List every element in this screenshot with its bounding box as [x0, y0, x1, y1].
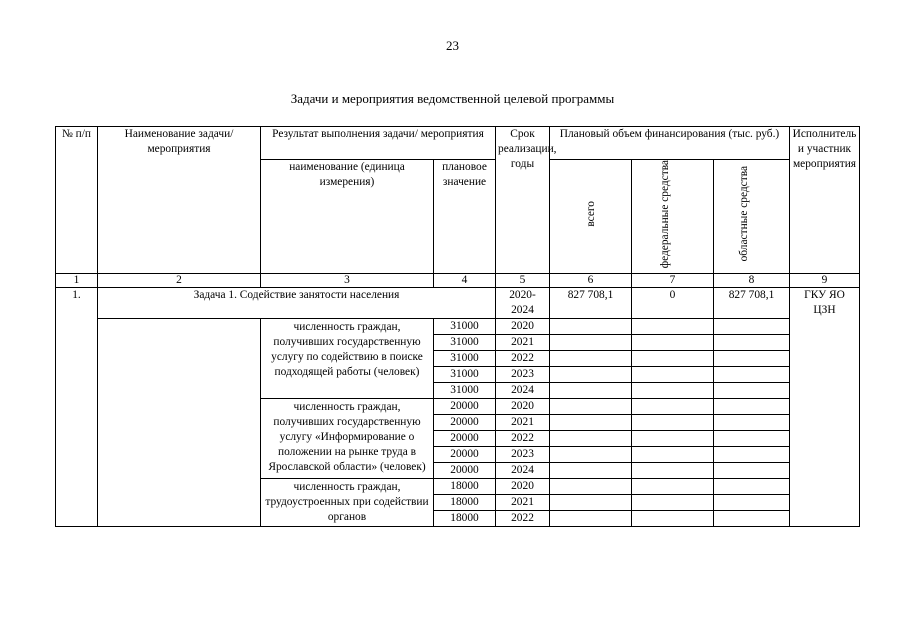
financing-regional-cell — [714, 511, 790, 527]
task-row — [56, 288, 860, 319]
header-indicator-name: наименование (единица измерения) — [261, 160, 434, 274]
column-number: 7 — [632, 274, 714, 288]
header-regional — [714, 160, 790, 274]
financing-federal-cell — [632, 399, 714, 415]
financing-federal-cell — [632, 447, 714, 463]
task-federal: 0 — [632, 288, 714, 319]
indicator-value: 31000 — [434, 351, 496, 367]
task-number: 1. — [56, 288, 98, 527]
header-total — [550, 160, 632, 274]
financing-regional-cell — [714, 367, 790, 383]
financing-regional-cell — [714, 319, 790, 335]
financing-regional-cell — [714, 383, 790, 399]
header-period: Срок реализации, годы — [496, 127, 550, 274]
indicator-name: численность граждан, трудоустроенных при содействии органов — [261, 479, 434, 527]
financing-total-cell — [550, 447, 632, 463]
financing-federal-cell — [632, 495, 714, 511]
financing-federal-cell — [632, 319, 714, 335]
column-numbers-row — [56, 274, 860, 288]
header-total-label: всего — [584, 201, 597, 227]
indicator-value: 20000 — [434, 431, 496, 447]
indicator-year: 2022 — [496, 511, 550, 527]
financing-regional-cell — [714, 335, 790, 351]
indicator-year: 2023 — [496, 447, 550, 463]
indicator-name: численность граждан, получивших государственную услугу по содействию в поиске подходящей работы (человек) — [261, 319, 434, 399]
column-number: 4 — [434, 274, 496, 288]
financing-federal-cell — [632, 511, 714, 527]
financing-regional-cell — [714, 495, 790, 511]
indicator-value: 20000 — [434, 463, 496, 479]
indicator-year: 2023 — [496, 367, 550, 383]
financing-total-cell — [550, 463, 632, 479]
financing-total-cell — [550, 399, 632, 415]
column-number: 1 — [56, 274, 98, 288]
financing-federal-cell — [632, 335, 714, 351]
header-financing: Плановый объем финансирования (тыс. руб.) — [550, 127, 790, 160]
header-regional-label: областные средства — [737, 166, 750, 262]
financing-regional-cell — [714, 479, 790, 495]
financing-regional-cell — [714, 447, 790, 463]
indicator-year: 2022 — [496, 431, 550, 447]
task-executor: ГКУ ЯО ЦЗН — [790, 288, 860, 527]
indicator-value: 18000 — [434, 495, 496, 511]
indicator-value: 18000 — [434, 511, 496, 527]
column-number: 5 — [496, 274, 550, 288]
indicator-value: 31000 — [434, 367, 496, 383]
task-regional: 827 708,1 — [714, 288, 790, 319]
indicator-value: 20000 — [434, 399, 496, 415]
financing-federal-cell — [632, 463, 714, 479]
financing-federal-cell — [632, 351, 714, 367]
header-row-1 — [56, 127, 860, 160]
column-number: 2 — [98, 274, 261, 288]
indicator-value: 20000 — [434, 447, 496, 463]
column-number: 3 — [261, 274, 434, 288]
indicator-value: 31000 — [434, 335, 496, 351]
financing-federal-cell — [632, 431, 714, 447]
financing-total-cell — [550, 351, 632, 367]
task-name: Задача 1. Содействие занятости населения — [98, 288, 496, 319]
header-federal — [632, 160, 714, 274]
document-title: Задачи и мероприятия ведомственной целевой программы — [290, 91, 615, 106]
column-number: 6 — [550, 274, 632, 288]
financing-total-cell — [550, 383, 632, 399]
indicator-value: 20000 — [434, 415, 496, 431]
financing-regional-cell — [714, 399, 790, 415]
indicator-year: 2024 — [496, 463, 550, 479]
indicator-name: численность граждан, получивших государственную услугу «Информирование о положении на рынке труда в Ярославской области» (человек) — [261, 399, 434, 479]
financing-regional-cell — [714, 415, 790, 431]
task-total: 827 708,1 — [550, 288, 632, 319]
column-number: 8 — [714, 274, 790, 288]
indicator-value: 18000 — [434, 479, 496, 495]
indicator-value: 31000 — [434, 319, 496, 335]
header-planned-value: плановое значение — [434, 160, 496, 274]
financing-federal-cell — [632, 415, 714, 431]
indicator-year: 2020 — [496, 399, 550, 415]
financing-total-cell — [550, 479, 632, 495]
indicator-year: 2021 — [496, 335, 550, 351]
header-result: Результат выполнения задачи/ мероприятия — [261, 127, 496, 160]
indicator-value: 31000 — [434, 383, 496, 399]
financing-total-cell — [550, 367, 632, 383]
indicator-year: 2020 — [496, 319, 550, 335]
header-number: № п/п — [56, 127, 98, 274]
financing-federal-cell — [632, 479, 714, 495]
indicator-year: 2021 — [496, 415, 550, 431]
financing-federal-cell — [632, 383, 714, 399]
task-detail-cell — [98, 319, 261, 527]
financing-total-cell — [550, 335, 632, 351]
financing-total-cell — [550, 511, 632, 527]
indicator-year: 2024 — [496, 383, 550, 399]
financing-regional-cell — [714, 463, 790, 479]
column-number: 9 — [790, 274, 860, 288]
header-federal-label: федеральные средства — [658, 160, 671, 269]
indicator-row — [56, 319, 860, 335]
financing-regional-cell — [714, 351, 790, 367]
financing-total-cell — [550, 319, 632, 335]
header-executor: Исполнитель и участник мероприятия — [790, 127, 860, 274]
financing-total-cell — [550, 431, 632, 447]
financing-total-cell — [550, 415, 632, 431]
financing-federal-cell — [632, 367, 714, 383]
indicator-year: 2022 — [496, 351, 550, 367]
page-number: 23 — [446, 38, 459, 53]
indicator-year: 2020 — [496, 479, 550, 495]
indicator-year: 2021 — [496, 495, 550, 511]
task-years: 2020-2024 — [496, 288, 550, 319]
program-table — [55, 126, 860, 527]
financing-regional-cell — [714, 431, 790, 447]
financing-total-cell — [550, 495, 632, 511]
header-task-name: Наименование задачи/ мероприятия — [98, 127, 261, 274]
